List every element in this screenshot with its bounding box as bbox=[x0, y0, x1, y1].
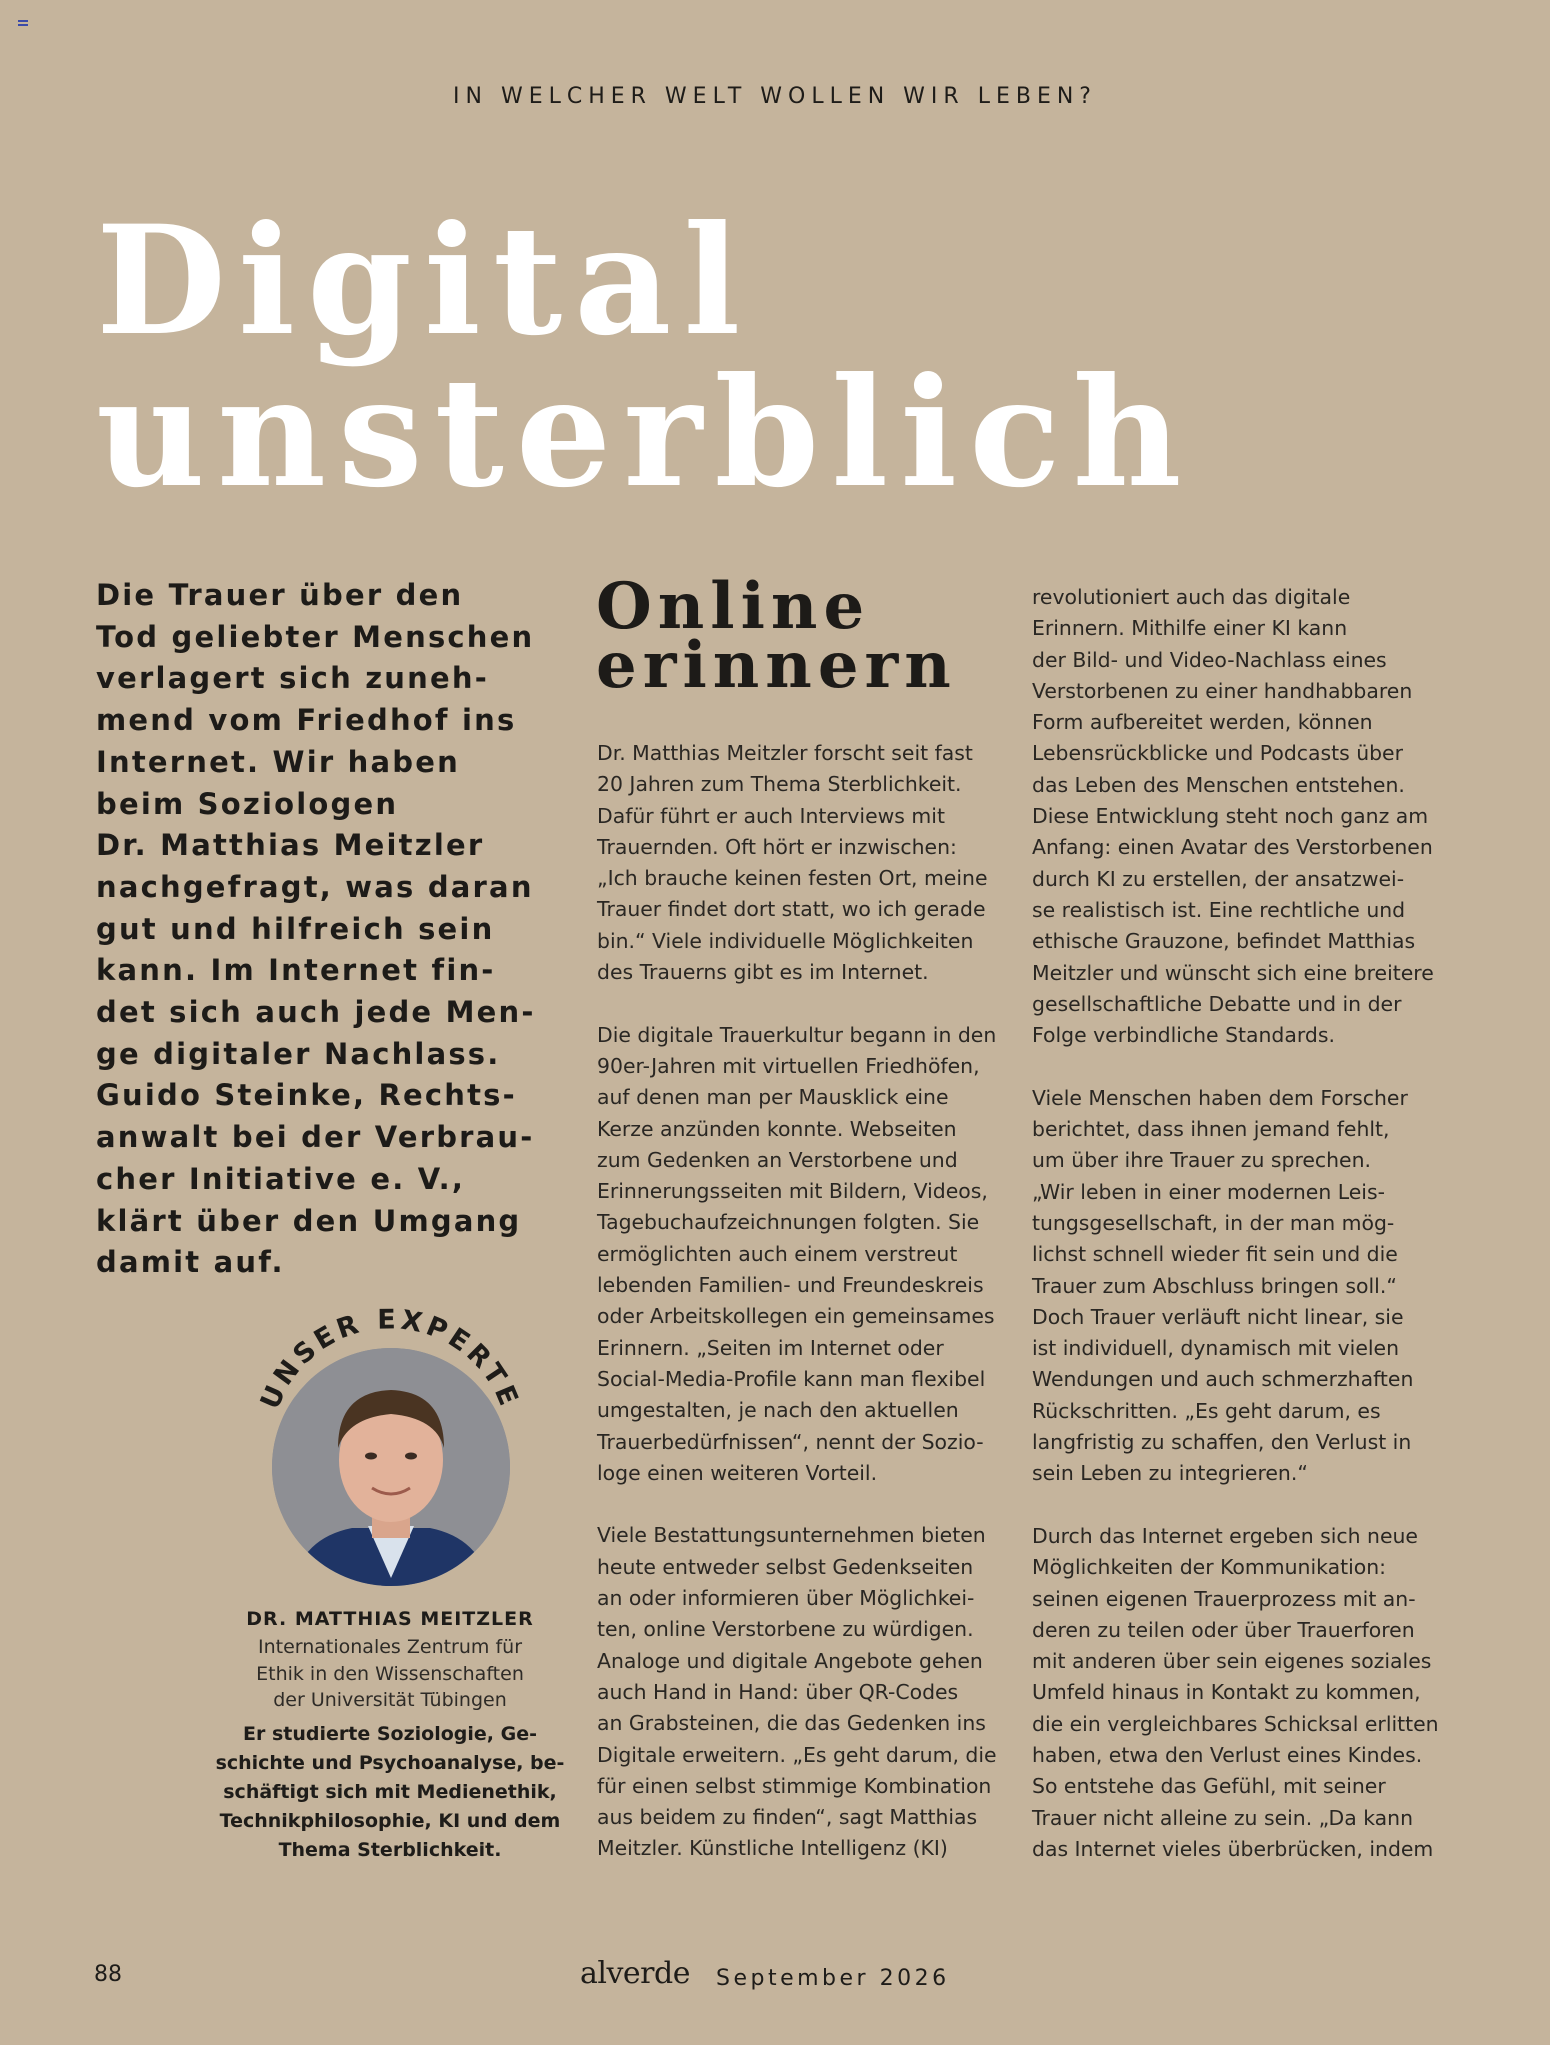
issue-date: September 2026 bbox=[716, 1966, 950, 1991]
body-line: 20 Jahren zum Thema Sterblichkeit. bbox=[597, 772, 962, 797]
body-paragraph bbox=[597, 1520, 1017, 1864]
body-line: tungsgesellschaft, in der man mög- bbox=[1032, 1210, 1395, 1235]
body-line: „Ich brauche keinen festen Ort, meine bbox=[597, 866, 988, 891]
body-line: ethische Grauzone, befindet Matthias bbox=[1032, 929, 1416, 954]
body-line: umgestalten, je nach den aktuellen bbox=[597, 1398, 959, 1423]
body-line: Doch Trauer verläuft nicht linear, sie bbox=[1032, 1304, 1404, 1329]
body-line: berichtet, dass ihnen jemand fehlt, bbox=[1032, 1117, 1390, 1142]
bio-line: schäftigt sich mit Medienethik, bbox=[223, 1781, 557, 1803]
body-line: deren zu teilen oder über Trauerforen bbox=[1032, 1617, 1415, 1642]
expert-institution bbox=[200, 1634, 580, 1714]
body-line: auch Hand in Hand: über QR-Codes bbox=[597, 1679, 959, 1704]
body-line: Social-Media-Profile kann man flexibel bbox=[597, 1366, 986, 1391]
body-paragraph bbox=[1032, 1083, 1452, 1490]
body-line: an oder informieren über Möglichkei- bbox=[597, 1586, 975, 1611]
body-line: heute entweder selbst Gedenkseiten bbox=[597, 1554, 974, 1579]
body-line: durch KI zu erstellen, der ansatzwei- bbox=[1032, 866, 1405, 891]
subhead-line-1: Online bbox=[596, 569, 871, 644]
body-column-right bbox=[1032, 582, 1452, 1896]
body-line: Viele Menschen haben dem Forscher bbox=[1032, 1085, 1408, 1110]
body-paragraph bbox=[597, 738, 1017, 988]
intro-line: Die Trauer über den bbox=[96, 578, 464, 612]
body-line: oder Arbeitskollegen ein gemeinsames bbox=[597, 1304, 995, 1329]
bio-line: schichte und Psychoanalyse, be- bbox=[215, 1752, 565, 1774]
portrait-image bbox=[272, 1348, 510, 1586]
intro-line: gut und hilfreich sein bbox=[96, 911, 495, 946]
body-line: aus beidem zu finden“, sagt Matthias bbox=[597, 1805, 978, 1830]
body-line: um über ihre Trauer zu sprechen. bbox=[1032, 1148, 1372, 1173]
body-line: die ein vergleichbares Schicksal erlitten bbox=[1032, 1711, 1439, 1736]
intro-line: ge digitaler Nachlass. bbox=[96, 1036, 501, 1071]
body-line: mit anderen über sein eigenes soziales bbox=[1032, 1649, 1432, 1674]
intro-line: damit auf. bbox=[96, 1245, 285, 1280]
intro-line: mend vom Friedhof ins bbox=[96, 703, 517, 738]
body-line: se realistisch ist. Eine rechtliche und bbox=[1032, 897, 1406, 922]
article-title bbox=[96, 193, 1194, 521]
body-line: ten, online Verstorbene zu würdigen. bbox=[597, 1617, 974, 1642]
intro-line: nachgefragt, was daran bbox=[96, 869, 534, 904]
body-line: Rückschritten. „Es geht darum, es bbox=[1032, 1398, 1381, 1423]
body-line: Trauer nicht alleine zu sein. „Da kann bbox=[1032, 1805, 1413, 1830]
body-line: revolutioniert auch das digitale bbox=[1032, 585, 1351, 609]
body-line: Lebensrückblicke und Podcasts über bbox=[1032, 741, 1403, 766]
body-line: „Wir leben in einer modernen Leis- bbox=[1032, 1179, 1385, 1204]
expert-portrait bbox=[272, 1348, 510, 1586]
body-line: Trauerbedürfnissen“, nennt der Sozio- bbox=[597, 1429, 984, 1454]
body-line: Durch das Internet ergeben sich neue bbox=[1032, 1523, 1418, 1548]
corner-mark bbox=[18, 20, 28, 26]
bio-line: Technikphilosophie, KI und dem bbox=[219, 1810, 561, 1832]
intro-line: anwalt bei der Verbrau- bbox=[96, 1120, 535, 1155]
body-line: langfristig zu schaffen, den Verlust in bbox=[1032, 1430, 1412, 1455]
intro-line: cher Initiative e. V., bbox=[96, 1161, 466, 1196]
body-line: gesellschaftliche Debatte und in der bbox=[1032, 991, 1402, 1016]
body-column-middle bbox=[597, 738, 1017, 1896]
institution-line: Internationales Zentrum für bbox=[257, 1636, 523, 1658]
title-line-2: unsterblich bbox=[96, 345, 1194, 521]
magazine-logo: alverde bbox=[580, 1956, 690, 1991]
body-line: Verstorbenen zu einer handhabbaren bbox=[1032, 678, 1413, 703]
body-line: Dr. Matthias Meitzler forscht seit fast bbox=[597, 741, 973, 765]
institution-line: Ethik in den Wissenschaften bbox=[256, 1662, 524, 1685]
body-line: lichst schnell wieder fit sein und die bbox=[1032, 1242, 1398, 1267]
institution-line: der Universität Tübingen bbox=[273, 1689, 507, 1711]
body-line: Dafür führt er auch Interviews mit bbox=[597, 803, 945, 828]
body-line: Viele Bestattungsunternehmen bieten bbox=[597, 1523, 986, 1548]
intro-lead bbox=[96, 575, 536, 1284]
intro-line: Tod geliebter Menschen bbox=[96, 619, 535, 654]
body-line: auf denen man per Mausklick eine bbox=[597, 1085, 949, 1110]
intro-line: verlagert sich zuneh- bbox=[96, 661, 489, 696]
body-line: Diese Entwicklung steht noch ganz am bbox=[1032, 804, 1429, 829]
body-line: So entstehe das Gefühl, mit seiner bbox=[1032, 1774, 1386, 1799]
body-line: loge einen weiteren Vorteil. bbox=[597, 1460, 878, 1485]
body-line: Anfang: einen Avatar des Verstorbenen bbox=[1032, 835, 1433, 860]
intro-line: beim Soziologen bbox=[96, 786, 399, 821]
page-number: 88 bbox=[94, 1962, 122, 1987]
body-line: der Bild- und Video-Nachlass eines bbox=[1032, 647, 1387, 672]
body-line: Analoge und digitale Angebote gehen bbox=[597, 1648, 983, 1673]
body-line: Wendungen und auch schmerzhaften bbox=[1032, 1367, 1414, 1392]
body-line: Umfeld hinaus in Kontakt zu kommen, bbox=[1032, 1680, 1421, 1705]
intro-line: Dr. Matthias Meitzler bbox=[96, 828, 485, 863]
intro-line: klärt über den Umgang bbox=[96, 1203, 522, 1238]
body-line: ermöglichten auch einem verstreut bbox=[597, 1241, 958, 1266]
body-line: seinen eigenen Trauerprozess mit an- bbox=[1032, 1586, 1416, 1611]
body-line: das Internet vieles überbrücken, indem bbox=[1032, 1836, 1434, 1861]
body-line: bin.“ Viele individuelle Möglichkeiten bbox=[597, 928, 974, 953]
intro-line: Internet. Wir haben bbox=[96, 744, 460, 779]
expert-name: DR. MATTHIAS MEITZLER bbox=[246, 1608, 534, 1630]
body-line: Die digitale Trauerkultur begann in den bbox=[597, 1022, 997, 1047]
intro-line: kann. Im Internet fin- bbox=[96, 953, 496, 988]
article-subhead bbox=[596, 569, 957, 703]
body-line: des Trauerns gibt es im Internet. bbox=[597, 960, 929, 985]
section-kicker: IN WELCHER WELT WOLLEN WIR LEBEN? bbox=[453, 84, 1097, 109]
expert-badge-label: UNSER EXPERTE bbox=[254, 1304, 526, 1414]
body-line: Trauernden. Oft hört er inzwischen: bbox=[597, 834, 957, 859]
body-paragraph bbox=[597, 1020, 1017, 1489]
body-line: Erinnern. „Seiten im Internet oder bbox=[597, 1335, 944, 1360]
intro-line: det sich auch jede Men- bbox=[96, 995, 536, 1030]
body-line: Meitzler und wünscht sich eine breitere bbox=[1032, 960, 1434, 985]
body-line: ist individuell, dynamisch mit vielen bbox=[1032, 1336, 1400, 1361]
body-line: Erinnerungsseiten mit Bildern, Videos, bbox=[597, 1179, 988, 1204]
body-line: lebenden Familien- und Freundeskreis bbox=[597, 1273, 984, 1298]
body-line: Folge verbindliche Standards. bbox=[1032, 1023, 1335, 1048]
body-line: Erinnern. Mithilfe einer KI kann bbox=[1032, 616, 1348, 641]
body-line: an Grabsteinen, die das Gedenken ins bbox=[597, 1711, 986, 1736]
body-line: Meitzler. Künstliche Intelligenz (KI) bbox=[597, 1836, 948, 1861]
body-paragraph bbox=[1032, 582, 1452, 1051]
body-line: für einen selbst stimmige Kombination bbox=[597, 1773, 992, 1798]
body-line: Kerze anzünden konnte. Webseiten bbox=[597, 1116, 957, 1141]
bio-line: Er studierte Soziologie, Ge- bbox=[243, 1723, 537, 1745]
subhead-line-2: erinnern bbox=[596, 628, 957, 703]
body-line: sein Leben zu integrieren.“ bbox=[1032, 1461, 1308, 1486]
body-line: Trauer zum Abschluss bringen soll.“ bbox=[1032, 1273, 1397, 1298]
body-line: Möglichkeiten der Kommunikation: bbox=[1032, 1555, 1387, 1580]
body-line: haben, etwa den Verlust eines Kindes. bbox=[1032, 1742, 1423, 1767]
body-line: Digitale erweitern. „Es geht darum, die bbox=[597, 1742, 997, 1767]
body-line: Form aufbereitet werden, können bbox=[1032, 710, 1373, 735]
bio-line: Thema Sterblichkeit. bbox=[278, 1839, 502, 1861]
body-line: zum Gedenken an Verstorbene und bbox=[597, 1147, 958, 1172]
body-line: Tagebuchaufzeichnungen folgten. Sie bbox=[597, 1210, 980, 1235]
title-line-1: Digital bbox=[96, 193, 753, 369]
body-line: das Leben des Menschen entstehen. bbox=[1032, 772, 1405, 797]
body-line: 90er-Jahren mit virtuellen Friedhöfen, bbox=[597, 1053, 980, 1078]
expert-bio bbox=[200, 1720, 580, 1865]
body-line: Trauer findet dort statt, wo ich gerade bbox=[597, 897, 986, 922]
body-paragraph bbox=[1032, 1521, 1452, 1865]
intro-line: Guido Steinke, Rechts- bbox=[96, 1078, 517, 1113]
